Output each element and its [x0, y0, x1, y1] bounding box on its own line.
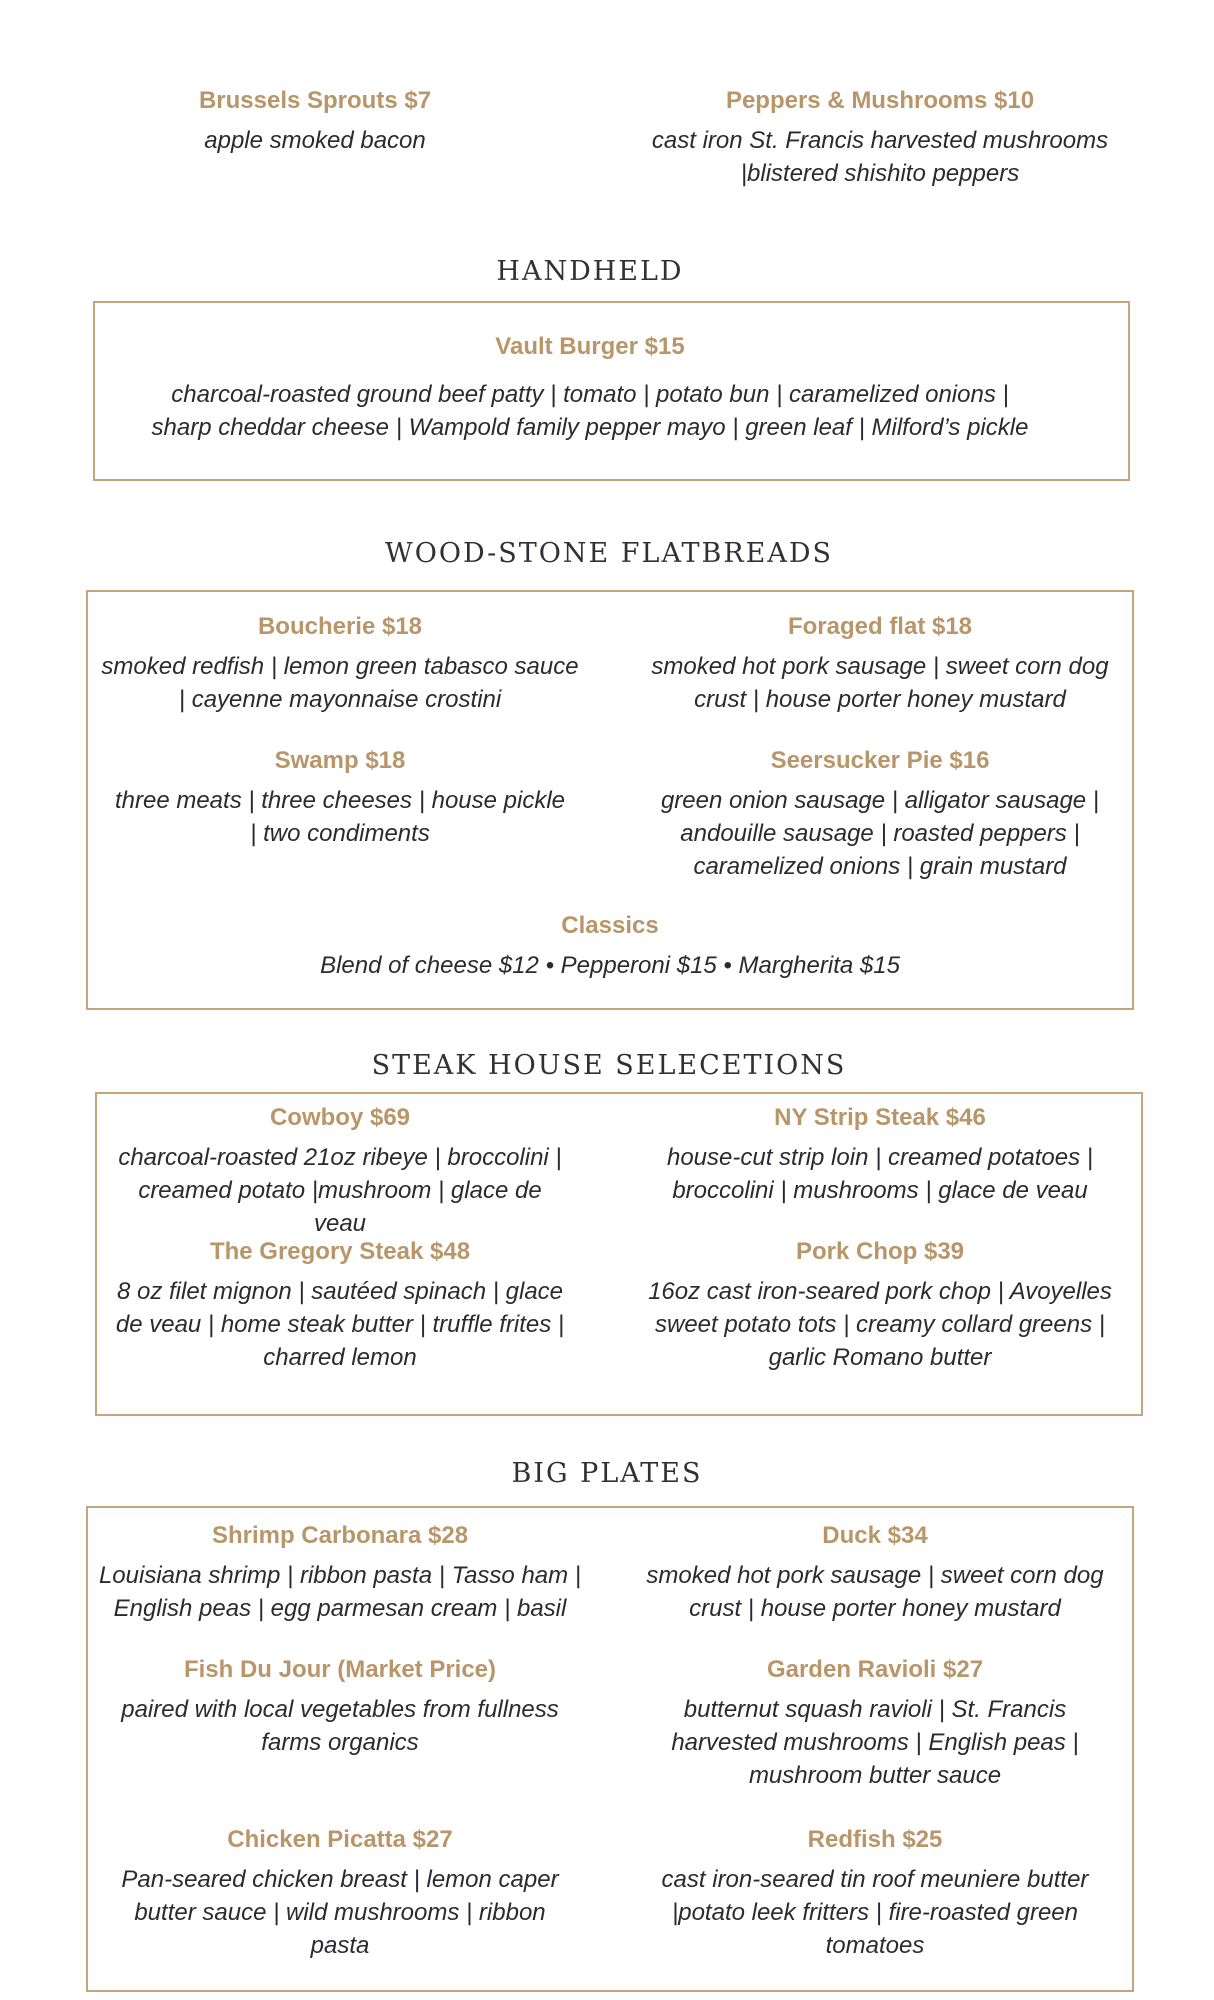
- item-description: Pan-seared chicken breast | lemon caper butter sauce | wild mushrooms | ribbon pasta: [121, 1866, 559, 1959]
- item-title: Brussels Sprouts $7: [198, 87, 432, 114]
- menu-item-cowboy: [110, 1103, 570, 1240]
- item-description: charcoal-roasted ground beef patty | tomato | potato bun | caramelized onions | sharp cheddar cheese | Wampold family pepper mayo | green leaf | Milford’s pickle: [151, 381, 1029, 441]
- item-description: green onion sausage | alligator sausage | andouille sausage | roasted peppers | caramelized onions | grain mustard: [660, 787, 1100, 880]
- item-title: Vault Burger $15: [495, 333, 685, 360]
- item-description: Louisiana shrimp | ribbon pasta | Tasso ham | English peas | egg parmesan cream | basil: [98, 1562, 582, 1622]
- item-description: 8 oz filet mignon | sautéed spinach | glace de veau | home steak butter | truffle frites | charred lemon: [115, 1278, 565, 1371]
- item-description: butternut squash ravioli | St. Francis harvested mushrooms | English peas | mushroom butter sauce: [671, 1696, 1079, 1789]
- menu-item-shrimp-carbonara: [95, 1521, 585, 1625]
- item-description: 16oz cast iron-seared pork chop | Avoyelles sweet potato tots | creamy collard greens | garlic Romano butter: [648, 1278, 1112, 1371]
- item-description: paired with local vegetables from fullness farms organics: [121, 1696, 559, 1756]
- menu-item-classics: [260, 911, 960, 982]
- menu-item-garden-ravioli: [660, 1655, 1090, 1792]
- item-title: Foraged flat $18: [787, 613, 973, 640]
- menu-item-chicken-picatta: [110, 1825, 570, 1962]
- menu-item-ny-strip: [650, 1103, 1110, 1207]
- section-heading-flatbreads: WOOD-STONE FLATBREADS: [384, 538, 834, 569]
- menu-item-peppers-mushrooms: [650, 86, 1110, 190]
- menu-item-redfish: [650, 1825, 1100, 1962]
- item-description: three meats | three cheeses | house pickle | two condiments: [114, 787, 566, 847]
- menu-item-duck: [645, 1521, 1105, 1625]
- item-title: Duck $34: [822, 1522, 928, 1549]
- item-title: Garden Ravioli $27: [766, 1656, 984, 1683]
- section-heading-steak: STEAK HOUSE SELECETIONS: [371, 1050, 847, 1081]
- menu-item-foraged-flat: [650, 612, 1110, 716]
- menu-item-gregory-steak: [110, 1237, 570, 1374]
- item-description: charcoal-roasted 21oz ribeye | broccolini | creamed potato |mushroom | glace de veau: [118, 1144, 562, 1237]
- item-title: Boucherie $18: [257, 613, 423, 640]
- item-title: Shrimp Carbonara $28: [211, 1522, 469, 1549]
- menu-item-boucherie: [100, 612, 580, 716]
- item-title: Fish Du Jour (Market Price): [183, 1656, 497, 1683]
- item-description: smoked hot pork sausage | sweet corn dog crust | house porter honey mustard: [646, 1562, 1104, 1622]
- item-description: apple smoked bacon: [204, 127, 426, 154]
- item-title: NY Strip Steak $46: [774, 1104, 986, 1131]
- menu-item-vault-burger: [140, 332, 1040, 444]
- item-title: Pork Chop $39: [795, 1238, 965, 1265]
- item-title: The Gregory Steak $48: [209, 1238, 471, 1265]
- menu-item-brussels-sprouts: [150, 86, 480, 157]
- item-description: smoked hot pork sausage | sweet corn dog crust | house porter honey mustard: [651, 653, 1109, 713]
- item-title: Cowboy $69: [269, 1104, 411, 1131]
- item-description: cast iron St. Francis harvested mushrooms |blistered shishito peppers: [651, 127, 1109, 187]
- item-description: Blend of cheese $12 • Pepperoni $15 • Margherita $15: [320, 952, 900, 979]
- item-description: cast iron-seared tin roof meuniere butter |potato leek fritters | fire-roasted green tomatoes: [661, 1866, 1089, 1959]
- item-title: Swamp $18: [274, 747, 406, 774]
- section-heading-big-plates: BIG PLATES: [511, 1458, 703, 1489]
- menu-item-fish-du-jour: [110, 1655, 570, 1759]
- item-title: Peppers & Mushrooms $10: [725, 87, 1035, 114]
- menu-item-swamp: [110, 746, 570, 850]
- item-description: smoked redfish | lemon green tabasco sauce | cayenne mayonnaise crostini: [101, 653, 579, 713]
- menu-item-seersucker-pie: [655, 746, 1105, 883]
- section-heading-handheld: HANDHELD: [496, 256, 684, 287]
- item-title: Seersucker Pie $16: [770, 747, 990, 774]
- item-title: Redfish $25: [807, 1826, 943, 1853]
- item-title: Chicken Picatta $27: [227, 1826, 453, 1853]
- item-description: house-cut strip loin | creamed potatoes | broccolini | mushrooms | glace de veau: [666, 1144, 1094, 1204]
- menu-item-pork-chop: [645, 1237, 1115, 1374]
- item-title: Classics: [561, 912, 659, 939]
